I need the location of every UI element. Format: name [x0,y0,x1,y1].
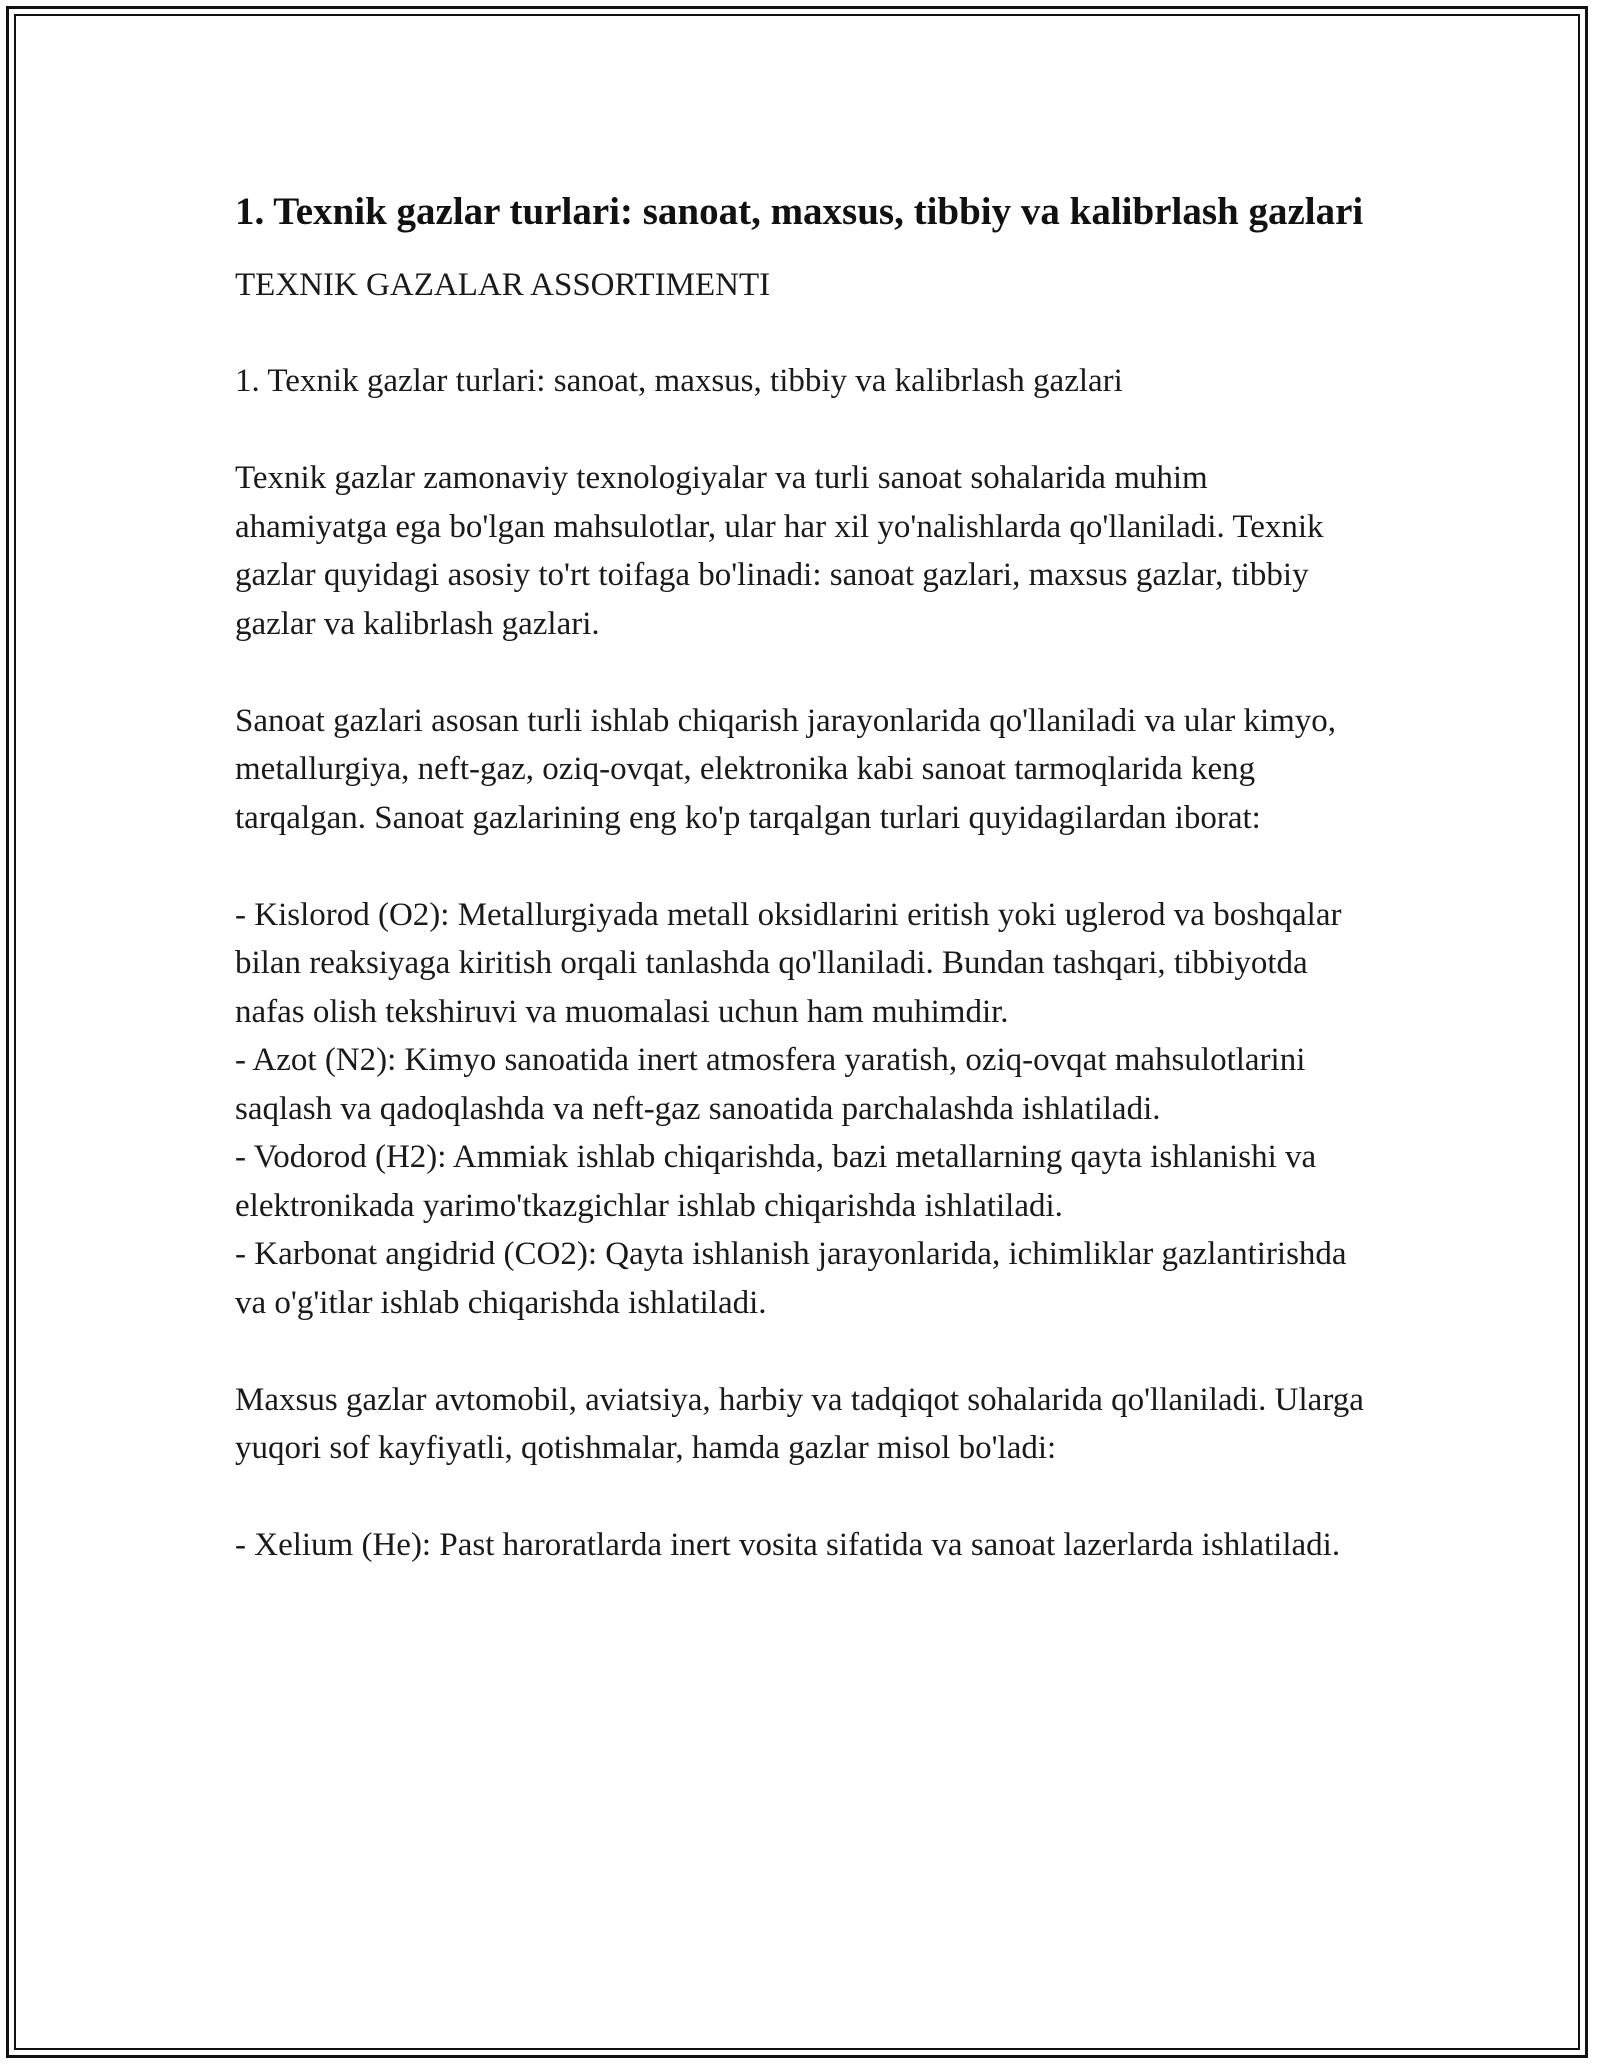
special-gases-paragraph: Maxsus gazlar avtomobil, aviatsiya, harbiy va tadqiqot sohalarida qo'llaniladi. Ularga yuqori sof kayfiyatli, qotishmalar, hamda gazlar misol bo'ladi: [235,1381,1364,1466]
list-item-carbon-dioxide: - Karbonat angidrid (CO2): Qayta ishlanish jarayonlarida, ichimliklar gazlantirishda va o'g'itlar ishlab chiqarishda ishlatiladi. [235,1236,1347,1321]
special-gases-list [235,1521,1365,1570]
industrial-gases-paragraph: Sanoat gazlari asosan turli ishlab chiqarish jarayonlarida qo'llaniladi va ular kimyo, metallurgiya, neft-gaz, oziq-ovqat, elektronika kabi sanoat tarmoqlarida keng tarqalgan. Sanoat gazlarining eng ko'p tarqalgan turlari quyidagilardan iborat: [235,702,1337,836]
document-title: 1. Texnik gazlar turlari: sanoat, maxsus, tibbiy va kalibrlash gazlari [235,190,1364,233]
industrial-gases-list [235,891,1365,1328]
list-item-hydrogen: - Vodorod (H2): Ammiak ishlab chiqarishda, bazi metallarning qayta ishlanishi va elektronikada yarimo'tkazgichlar ishlab chiqarishda ishlatiladi. [235,1139,1317,1224]
intro-paragraph: Texnik gazlar zamonaviy texnologiyalar va turli sanoat sohalarida muhim ahamiyatga ega bo'lgan mahsulotlar, ular har xil yo'nalishlarda qo'llaniladi. Texnik gazlar quyidagi asosiy to'rt toifaga bo'linadi: sanoat gazlari, maxsus gazlar, tibbiy gazlar va kalibrlash gazlari. [235,460,1324,642]
document-subtitle: TEXNIK GAZALAR ASSORTIMENTI [235,267,771,303]
document-body [235,185,1365,1618]
list-item-oxygen: - Kislorod (O2): Metallurgiyada metall oksidlarini eritish yoki uglerod va boshqalar bilan reaksiyaga kiritish orqali tanlashda qo'llaniladi. Bundan tashqari, tibbiyotda nafas olish tekshiruvi va muomalasi uchun ham muhimdir. [235,896,1342,1030]
list-item-helium: - Xelium (He): Past haroratlarda inert vosita sifatida va sanoat lazerlarda ishlatiladi. [235,1527,1341,1563]
section-heading: 1. Texnik gazlar turlari: sanoat, maxsus, tibbiy va kalibrlash gazlari [235,363,1123,399]
list-item-nitrogen: - Azot (N2): Kimyo sanoatida inert atmosfera yaratish, oziq-ovqat mahsulotlarini saqlash va qadoqlashda va neft-gaz sanoatida parchalashda ishlatiladi. [235,1042,1306,1127]
